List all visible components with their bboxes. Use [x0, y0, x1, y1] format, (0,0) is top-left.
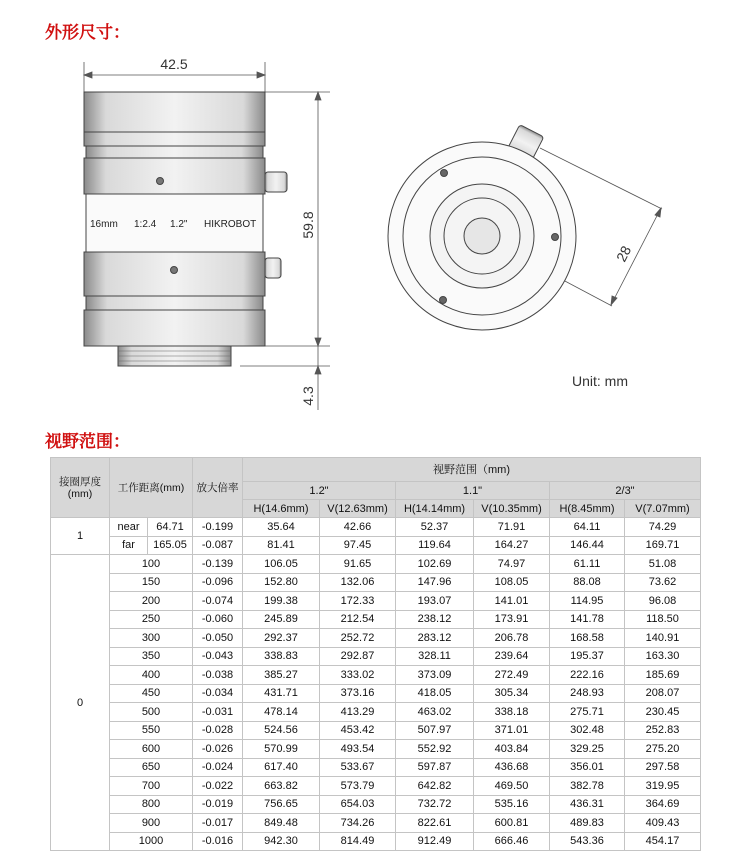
fov-value-cell: 849.48	[243, 814, 320, 833]
distance-cell: 100	[110, 555, 193, 574]
iris-screw-hole	[171, 267, 178, 274]
distance-cell: 500	[110, 703, 193, 722]
fov-value-cell: 193.07	[396, 592, 474, 611]
table-row	[51, 536, 701, 555]
diameter-dimension: 28	[612, 243, 635, 265]
format-header: 1.1"	[396, 482, 550, 500]
magnification-cell: -0.016	[193, 832, 243, 851]
fov-value-cell: 382.78	[550, 777, 625, 796]
fov-value-cell: 163.30	[625, 647, 701, 666]
dimensions-title: 外形尺寸：	[45, 23, 130, 43]
fov-value-cell: 570.99	[243, 740, 320, 759]
magnification-header: 放大倍率	[193, 458, 243, 518]
fov-value-cell: 431.71	[243, 684, 320, 703]
distance-cell: 700	[110, 777, 193, 796]
fov-value-cell: 199.38	[243, 592, 320, 611]
fov-value-cell: 403.84	[474, 740, 550, 759]
fov-value-cell: 305.34	[474, 684, 550, 703]
fov-value-cell: 666.46	[474, 832, 550, 851]
width-dimension: 42.5	[160, 56, 188, 72]
fov-value-cell: 409.43	[625, 814, 701, 833]
fov-value-cell: 132.06	[320, 573, 396, 592]
fov-value-cell: 238.12	[396, 610, 474, 629]
fov-value-cell: 413.29	[320, 703, 396, 722]
fov-value-cell: 364.69	[625, 795, 701, 814]
fov-value-cell: 493.54	[320, 740, 396, 759]
fov-value-cell: 283.12	[396, 629, 474, 648]
lens-front-view	[388, 125, 576, 330]
magnification-cell: -0.028	[193, 721, 243, 740]
fov-table	[50, 457, 701, 851]
fov-value-cell: 252.83	[625, 721, 701, 740]
focus-screw-hole	[157, 178, 164, 185]
fov-value-cell: 147.96	[396, 573, 474, 592]
magnification-cell: -0.031	[193, 703, 243, 722]
table-row	[51, 555, 701, 574]
fov-value-cell: 168.58	[550, 629, 625, 648]
ring-thickness-cell: 0	[51, 555, 110, 851]
fov-value-cell: 371.01	[474, 721, 550, 740]
fov-value-cell: 478.14	[243, 703, 320, 722]
table-row	[51, 721, 701, 740]
fov-value-cell: 292.87	[320, 647, 396, 666]
fov-value-cell: 617.40	[243, 758, 320, 777]
fov-value-cell: 454.17	[625, 832, 701, 851]
fov-value-cell: 206.78	[474, 629, 550, 648]
distance-cell: 200	[110, 592, 193, 611]
table-row	[51, 573, 701, 592]
fov-value-cell: 173.91	[474, 610, 550, 629]
column-header: H(8.45mm)	[550, 500, 625, 518]
magnification-cell: -0.017	[193, 814, 243, 833]
fov-value-cell: 245.89	[243, 610, 320, 629]
magnification-cell: -0.024	[193, 758, 243, 777]
fov-value-cell: 338.83	[243, 647, 320, 666]
fov-value-cell: 195.37	[550, 647, 625, 666]
magnification-cell: -0.026	[193, 740, 243, 759]
lens-aperture-text: 1:2.4	[134, 219, 157, 230]
distance-cell: 800	[110, 795, 193, 814]
fov-value-cell: 734.26	[320, 814, 396, 833]
fov-value-cell: 208.07	[625, 684, 701, 703]
iris-lock-screw	[265, 258, 281, 278]
fov-value-cell: 172.33	[320, 592, 396, 611]
fov-value-cell: 272.49	[474, 666, 550, 685]
fov-value-cell: 436.68	[474, 758, 550, 777]
table-row	[51, 610, 701, 629]
fov-value-cell: 71.91	[474, 518, 550, 537]
format-header: 2/3"	[550, 482, 701, 500]
fov-value-cell: 333.02	[320, 666, 396, 685]
fov-value-cell: 73.62	[625, 573, 701, 592]
magnification-cell: -0.050	[193, 629, 243, 648]
fov-value-cell: 302.48	[550, 721, 625, 740]
fov-value-cell: 146.44	[550, 536, 625, 555]
fov-value-cell: 543.36	[550, 832, 625, 851]
fov-value-cell: 597.87	[396, 758, 474, 777]
table-row	[51, 629, 701, 648]
fov-value-cell: 436.31	[550, 795, 625, 814]
fov-value-cell: 822.61	[396, 814, 474, 833]
fov-value-cell: 106.05	[243, 555, 320, 574]
fov-value-cell: 275.71	[550, 703, 625, 722]
distance-cell: 600	[110, 740, 193, 759]
fov-value-cell: 275.20	[625, 740, 701, 759]
fov-value-cell: 108.05	[474, 573, 550, 592]
distance-cell: 1000	[110, 832, 193, 851]
format-header: 1.2"	[243, 482, 396, 500]
fov-value-cell: 102.69	[396, 555, 474, 574]
fov-value-cell: 51.08	[625, 555, 701, 574]
flange-dimension: 4.3	[300, 386, 316, 406]
fov-value-cell: 97.45	[320, 536, 396, 555]
magnification-cell: -0.034	[193, 684, 243, 703]
fov-value-cell: 373.16	[320, 684, 396, 703]
magnification-cell: -0.087	[193, 536, 243, 555]
fov-value-cell: 35.64	[243, 518, 320, 537]
fov-value-cell: 292.37	[243, 629, 320, 648]
distance-cell: 450	[110, 684, 193, 703]
distance-cell: 900	[110, 814, 193, 833]
magnification-cell: -0.060	[193, 610, 243, 629]
table-row	[51, 832, 701, 851]
distance-cell: 300	[110, 629, 193, 648]
fov-value-cell: 185.69	[625, 666, 701, 685]
distance-cell: 350	[110, 647, 193, 666]
lens-focal-text: 16mm	[90, 219, 118, 230]
table-row	[51, 592, 701, 611]
fov-title: 视野范围：	[45, 432, 130, 452]
table-row	[51, 518, 701, 537]
fov-value-cell: 141.01	[474, 592, 550, 611]
fov-value-cell: 140.91	[625, 629, 701, 648]
fov-value-cell: 74.29	[625, 518, 701, 537]
fov-value-cell: 114.95	[550, 592, 625, 611]
fov-value-cell: 524.56	[243, 721, 320, 740]
fov-value-cell: 64.11	[550, 518, 625, 537]
magnification-cell: -0.096	[193, 573, 243, 592]
fov-value-cell: 642.82	[396, 777, 474, 796]
ring-thickness-cell: 1	[51, 518, 110, 555]
fov-value-cell: 732.72	[396, 795, 474, 814]
distance-cell: 165.05	[148, 536, 193, 555]
magnification-cell: -0.038	[193, 666, 243, 685]
fov-value-cell: 328.11	[396, 647, 474, 666]
fov-value-cell: 141.78	[550, 610, 625, 629]
fov-value-cell: 88.08	[550, 573, 625, 592]
fov-value-cell: 222.16	[550, 666, 625, 685]
distance-header: 工作距离(mm)	[110, 458, 193, 518]
distance-cell: 650	[110, 758, 193, 777]
table-row	[51, 703, 701, 722]
fov-value-cell: 239.64	[474, 647, 550, 666]
column-header: V(7.07mm)	[625, 500, 701, 518]
magnification-cell: -0.074	[193, 592, 243, 611]
fov-value-cell: 329.25	[550, 740, 625, 759]
table-row	[51, 795, 701, 814]
fov-value-cell: 61.11	[550, 555, 625, 574]
fov-value-cell: 385.27	[243, 666, 320, 685]
fov-value-cell: 81.41	[243, 536, 320, 555]
magnification-cell: -0.022	[193, 777, 243, 796]
distance-cell: 400	[110, 666, 193, 685]
fov-value-cell: 463.02	[396, 703, 474, 722]
table-row	[51, 684, 701, 703]
lens-format-text: 1.2"	[170, 219, 188, 230]
column-header: H(14.6mm)	[243, 500, 320, 518]
magnification-cell: -0.043	[193, 647, 243, 666]
table-row	[51, 666, 701, 685]
fov-value-cell: 489.83	[550, 814, 625, 833]
fov-value-cell: 942.30	[243, 832, 320, 851]
distance-cell: 550	[110, 721, 193, 740]
fov-value-cell: 418.05	[396, 684, 474, 703]
fov-value-cell: 507.97	[396, 721, 474, 740]
fov-value-cell: 252.72	[320, 629, 396, 648]
fov-value-cell: 319.95	[625, 777, 701, 796]
height-dimension: 59.8	[300, 211, 316, 239]
fov-value-cell: 356.01	[550, 758, 625, 777]
column-header: V(12.63mm)	[320, 500, 396, 518]
fov-value-cell: 552.92	[396, 740, 474, 759]
distance-label-cell: far	[110, 536, 148, 555]
fov-value-cell: 96.08	[625, 592, 701, 611]
fov-value-cell: 118.50	[625, 610, 701, 629]
ring-thickness-header: 接圈厚度(mm)	[51, 458, 110, 518]
fov-value-cell: 373.09	[396, 666, 474, 685]
fov-value-cell: 756.65	[243, 795, 320, 814]
fov-value-cell: 230.45	[625, 703, 701, 722]
fov-value-cell: 52.37	[396, 518, 474, 537]
fov-value-cell: 453.42	[320, 721, 396, 740]
distance-cell: 64.71	[148, 518, 193, 537]
fov-value-cell: 533.67	[320, 758, 396, 777]
fov-value-cell: 814.49	[320, 832, 396, 851]
distance-cell: 250	[110, 610, 193, 629]
fov-value-cell: 663.82	[243, 777, 320, 796]
magnification-cell: -0.199	[193, 518, 243, 537]
fov-header: 视野范围（mm)	[243, 458, 701, 482]
fov-value-cell: 74.97	[474, 555, 550, 574]
column-header: H(14.14mm)	[396, 500, 474, 518]
fov-value-cell: 119.64	[396, 536, 474, 555]
fov-value-cell: 535.16	[474, 795, 550, 814]
focus-lock-screw	[265, 172, 287, 192]
fov-value-cell: 338.18	[474, 703, 550, 722]
fov-value-cell: 164.27	[474, 536, 550, 555]
distance-cell: 150	[110, 573, 193, 592]
table-row	[51, 647, 701, 666]
fov-value-cell: 654.03	[320, 795, 396, 814]
table-row	[51, 814, 701, 833]
fov-value-cell: 169.71	[625, 536, 701, 555]
fov-value-cell: 212.54	[320, 610, 396, 629]
fov-value-cell: 912.49	[396, 832, 474, 851]
magnification-cell: -0.139	[193, 555, 243, 574]
fov-value-cell: 297.58	[625, 758, 701, 777]
table-row	[51, 758, 701, 777]
fov-value-cell: 42.66	[320, 518, 396, 537]
unit-label: Unit: mm	[572, 373, 628, 389]
fov-value-cell: 248.93	[550, 684, 625, 703]
fov-value-cell: 91.65	[320, 555, 396, 574]
column-header: V(10.35mm)	[474, 500, 550, 518]
lens-brand-text: HIKROBOT	[204, 219, 257, 230]
fov-value-cell: 600.81	[474, 814, 550, 833]
fov-value-cell: 152.80	[243, 573, 320, 592]
fov-value-cell: 573.79	[320, 777, 396, 796]
distance-label-cell: near	[110, 518, 148, 537]
magnification-cell: -0.019	[193, 795, 243, 814]
table-row	[51, 740, 701, 759]
fov-value-cell: 469.50	[474, 777, 550, 796]
table-row	[51, 777, 701, 796]
